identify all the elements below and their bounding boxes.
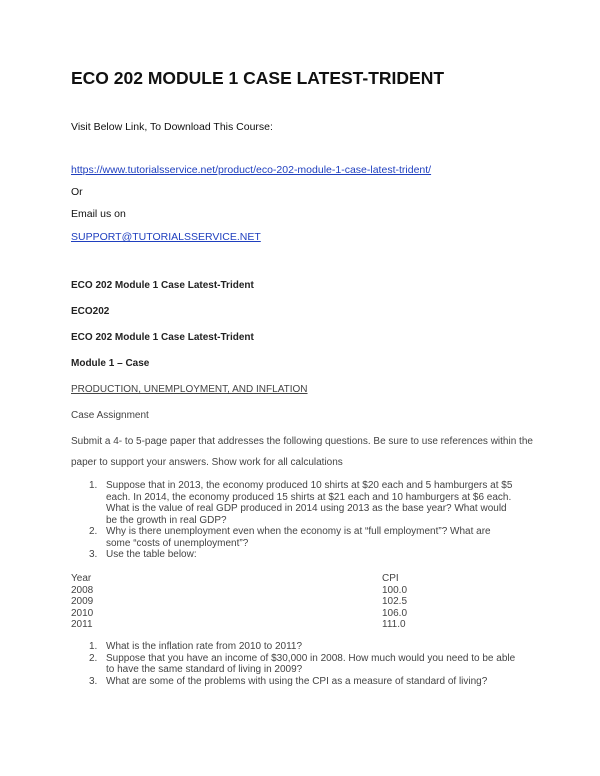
- cell-year: 2010: [71, 607, 94, 619]
- cell-year: 2008: [71, 584, 94, 596]
- cpi-table: [71, 573, 411, 631]
- instructions-line-1: Submit a 4- to 5-page paper that addresses the following questions. Be sure to use references within the: [71, 436, 533, 447]
- list-number: 2.: [89, 526, 98, 537]
- table-row: [71, 619, 411, 631]
- cell-cpi: 111.0: [382, 619, 406, 631]
- list-text: Suppose that in 2013, the economy produced 10 shirts at $20 each and 5 hamburgers at $5 each. In 2014, the economy produced 15 shirts at $21 each and 10 hamburgers at $6 each. What is the value of real GDP produced in 2014 using 2013 as the base year? What would be the growth in real GDP?: [106, 480, 513, 526]
- list-number: 1.: [89, 480, 98, 491]
- list-number: 1.: [89, 641, 98, 652]
- table-header: [71, 573, 411, 585]
- list-item: [71, 480, 516, 526]
- list-item: [71, 549, 516, 561]
- table-row: [71, 608, 411, 620]
- heading-module: Module 1 – Case: [71, 358, 150, 369]
- list-text: What are some of the problems with using the CPI as a measure of standard of living?: [106, 675, 488, 687]
- cell-year: 2009: [71, 596, 94, 608]
- heading-course-repeat: ECO 202 Module 1 Case Latest-Trident: [71, 332, 254, 343]
- case-assignment-label: Case Assignment: [71, 410, 149, 421]
- list-text: Why is there unemployment even when the economy is at “full employment”? What are some “costs of unemployment”?: [106, 526, 491, 549]
- list-item: [71, 526, 516, 549]
- list-text: What is the inflation rate from 2010 to 2011?: [106, 641, 303, 652]
- course-link[interactable]: https://www.tutorialsservice.net/product/eco-202-module-1-case-latest-trident/: [71, 164, 432, 176]
- list-text: Use the table below:: [106, 549, 197, 560]
- visit-text: Visit Below Link, To Download This Course:: [71, 121, 273, 133]
- list-text: Suppose that you have an income of $30,000 in 2008. How much would you need to be able to have the same standard of living in 2009?: [106, 652, 516, 675]
- questions-list: [71, 480, 516, 561]
- header-year: Year: [71, 573, 92, 584]
- or-text: Or: [71, 186, 83, 198]
- list-number: 3.: [89, 549, 98, 560]
- heading-code: ECO202: [71, 306, 110, 317]
- cell-cpi: 102.5: [382, 596, 408, 608]
- table-row: [71, 596, 411, 608]
- list-item: [71, 641, 516, 653]
- table-row: [71, 585, 411, 597]
- list-number: 3.: [89, 675, 98, 687]
- list-item: [71, 653, 516, 676]
- page-title: ECO 202 MODULE 1 CASE LATEST-TRIDENT: [71, 68, 445, 88]
- email-label: Email us on: [71, 208, 126, 220]
- cell-cpi: 100.0: [382, 584, 408, 596]
- email-link[interactable]: SUPPORT@TUTORIALSSERVICE.NET: [71, 231, 261, 243]
- cell-year: 2011: [71, 619, 93, 631]
- questions-list-2: [71, 641, 516, 687]
- list-number: 2.: [89, 652, 98, 664]
- instructions-line-2: paper to support your answers. Show work for all calculations: [71, 457, 343, 468]
- heading-course: ECO 202 Module 1 Case Latest-Trident: [71, 280, 254, 291]
- section-title: PRODUCTION, UNEMPLOYMENT, AND INFLATION: [71, 384, 308, 395]
- list-item: [71, 676, 516, 688]
- header-cpi: CPI: [382, 573, 399, 584]
- cell-cpi: 106.0: [382, 607, 408, 619]
